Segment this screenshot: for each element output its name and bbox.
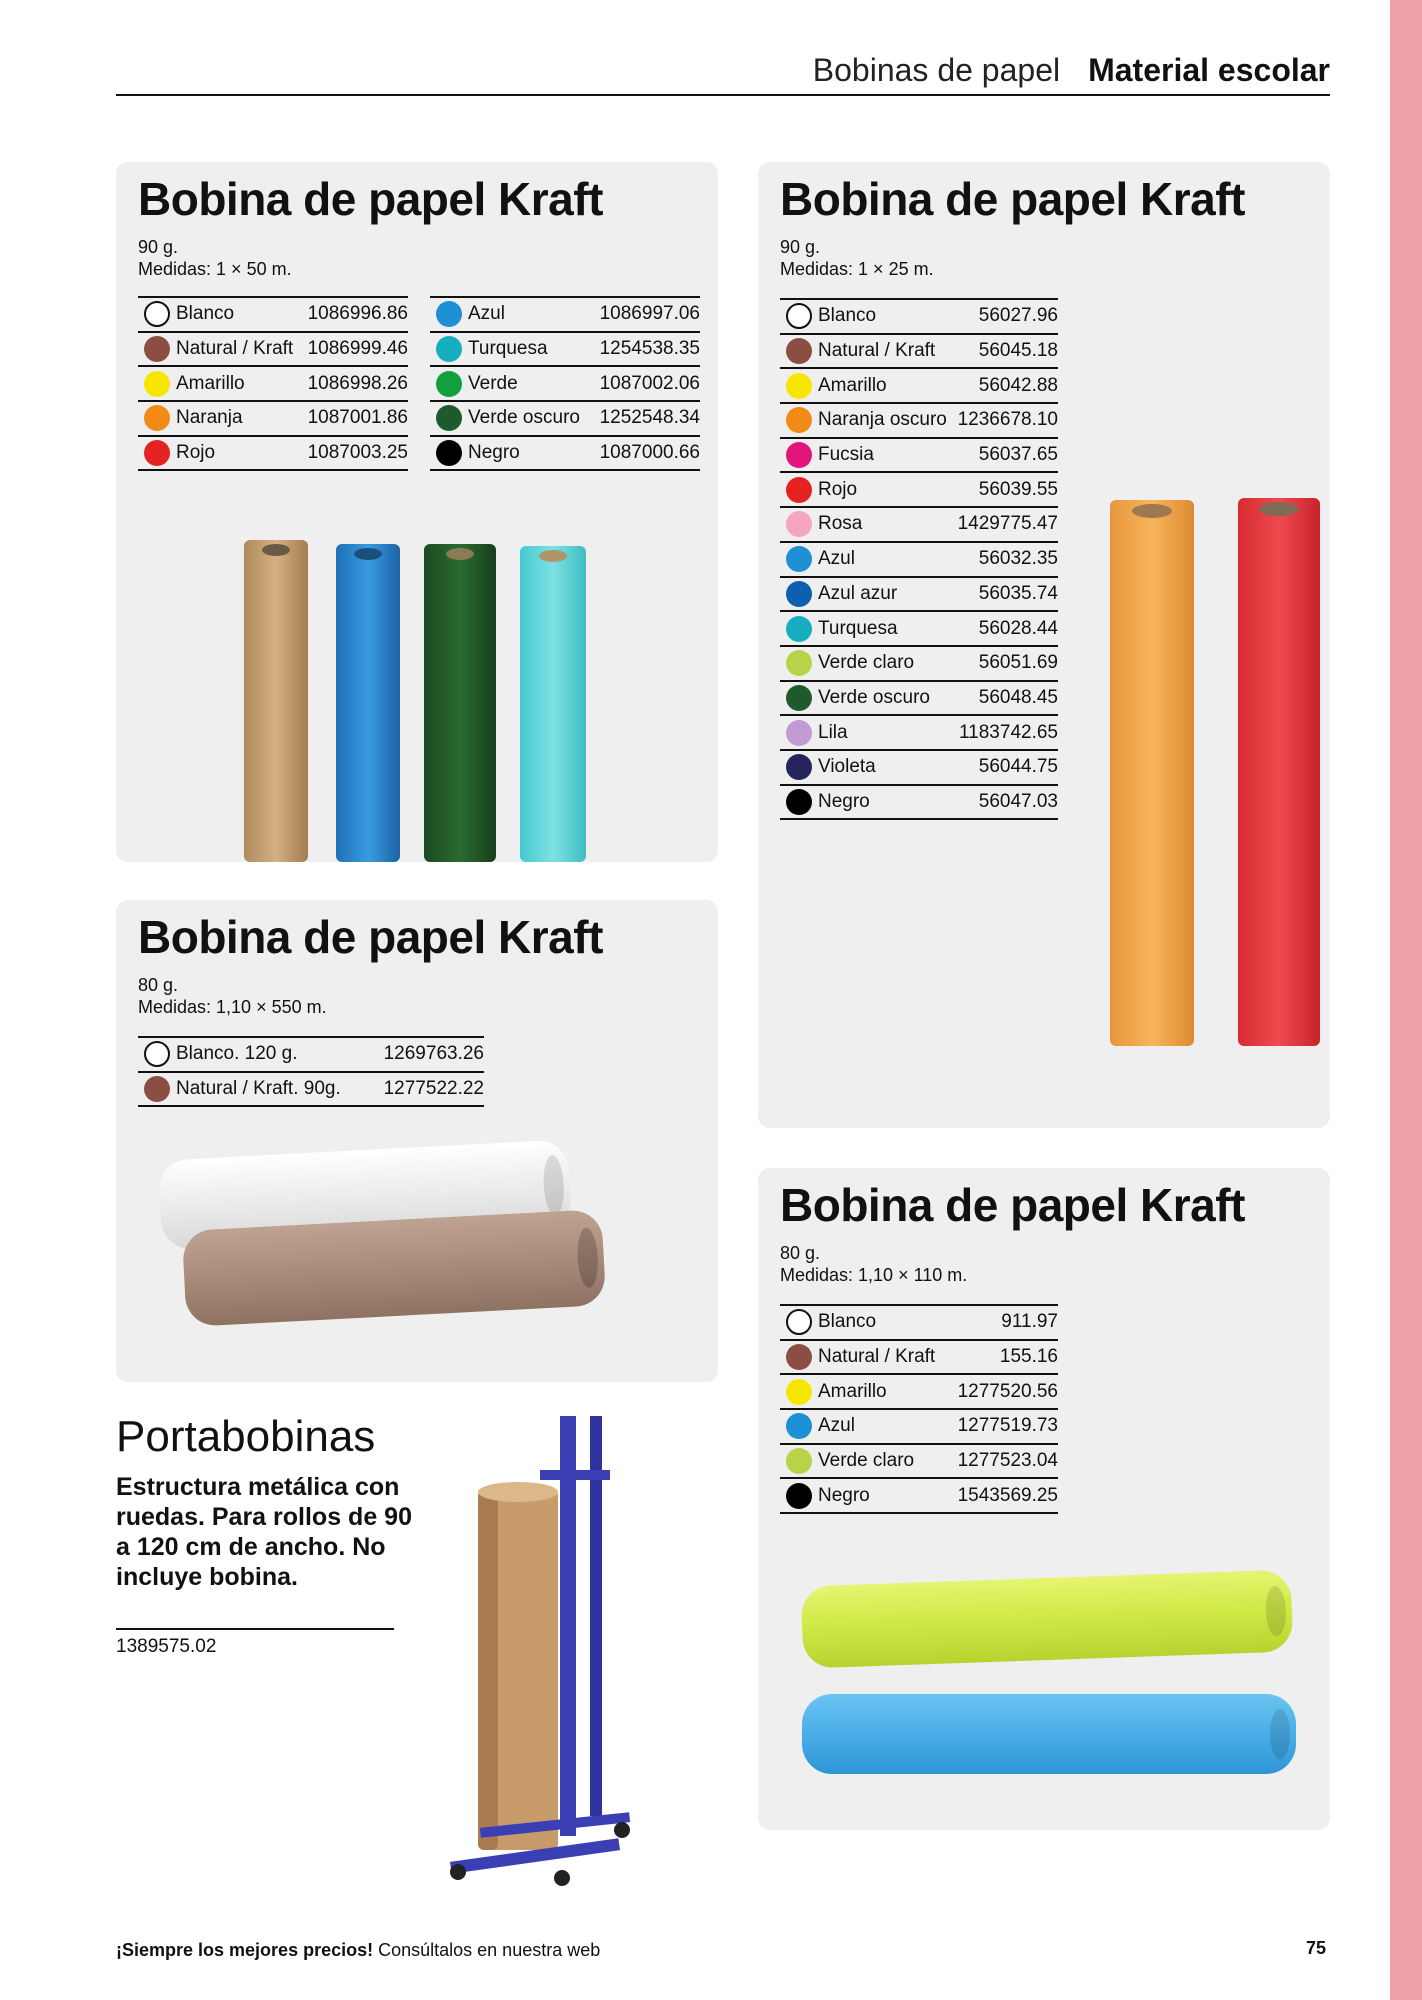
table-row xyxy=(780,508,1058,543)
color-swatch xyxy=(144,371,170,397)
color-name: Turquesa xyxy=(818,617,898,639)
color-name: Negro xyxy=(818,790,870,812)
color-swatch xyxy=(786,1413,812,1439)
product-size: Medidas: 1,10 × 550 m. xyxy=(138,997,327,1017)
color-name: Verde oscuro xyxy=(818,686,930,708)
color-name: Lila xyxy=(818,721,848,743)
product-code: 1252548.34 xyxy=(599,407,700,429)
color-name: Verde xyxy=(468,372,518,394)
product-code: 1277520.56 xyxy=(957,1380,1058,1402)
product-size: Medidas: 1 × 50 m. xyxy=(138,259,292,279)
color-name: Natural / Kraft xyxy=(818,340,936,362)
color-swatch xyxy=(144,405,170,431)
color-code-table xyxy=(780,298,1058,820)
color-name: Blanco xyxy=(818,1311,877,1333)
product-code: 56032.35 xyxy=(978,548,1058,570)
roll-image-lime-horizontal xyxy=(801,1569,1294,1668)
product-code: 1087001.86 xyxy=(307,407,408,429)
kraft-roll-top xyxy=(478,1482,558,1502)
product-code: 56027.96 xyxy=(978,305,1058,327)
color-swatch xyxy=(786,442,812,468)
color-swatch xyxy=(786,477,812,503)
page-header xyxy=(116,52,1330,96)
table-row xyxy=(138,437,408,472)
product-code: 1087002.06 xyxy=(599,372,700,394)
stand-wheel xyxy=(554,1870,570,1886)
table-row xyxy=(780,1375,1058,1410)
product-card-kraft-50m xyxy=(116,162,718,862)
color-name: Blanco xyxy=(176,303,235,325)
color-swatch xyxy=(436,405,462,431)
roll-image-kraft-horizontal xyxy=(182,1209,606,1327)
color-name: Blanco xyxy=(818,305,877,327)
product-title: Bobina de papel Kraft xyxy=(138,911,603,963)
color-swatch xyxy=(144,301,170,327)
color-swatch xyxy=(436,371,462,397)
color-swatch xyxy=(786,581,812,607)
color-swatch xyxy=(786,685,812,711)
portabobinas-code: 1389575.02 xyxy=(116,1636,217,1657)
roll-image-dark-green xyxy=(424,544,496,862)
product-code: 155.16 xyxy=(999,1346,1058,1368)
color-name: Verde claro xyxy=(818,652,915,674)
product-code: 1086999.46 xyxy=(307,338,408,360)
section-side-tab xyxy=(1390,0,1422,2000)
color-name: Natural / Kraft. 90g. xyxy=(176,1078,341,1100)
product-card-kraft-550m xyxy=(116,900,718,1382)
product-code: 56028.44 xyxy=(978,617,1058,639)
product-code: 56035.74 xyxy=(978,582,1058,604)
color-swatch xyxy=(144,1041,170,1067)
product-code: 1087000.66 xyxy=(599,442,700,464)
product-card-kraft-110m xyxy=(758,1168,1330,1830)
page-number: 75 xyxy=(1306,1938,1327,1958)
footer-note xyxy=(116,1940,600,1961)
color-swatch xyxy=(144,440,170,466)
color-swatch xyxy=(436,301,462,327)
roll-image-turquoise xyxy=(520,546,586,862)
color-swatch xyxy=(786,1344,812,1370)
roll-image-blue-horizontal xyxy=(802,1694,1296,1774)
color-swatch xyxy=(786,1379,812,1405)
table-row xyxy=(138,298,408,333)
table-row xyxy=(780,300,1058,335)
color-swatch xyxy=(786,373,812,399)
product-code: 1183742.65 xyxy=(959,721,1058,743)
table-row xyxy=(780,335,1058,370)
color-name: Rosa xyxy=(818,513,863,535)
product-title: Bobina de papel Kraft xyxy=(138,173,603,225)
color-name: Azul xyxy=(468,303,505,325)
table-row xyxy=(780,647,1058,682)
product-size: Medidas: 1 × 25 m. xyxy=(780,259,934,279)
color-code-table-right xyxy=(430,296,700,471)
roll-image-orange xyxy=(1110,500,1194,1046)
product-code: 1277523.04 xyxy=(957,1450,1058,1472)
color-swatch xyxy=(786,789,812,815)
table-row xyxy=(780,1445,1058,1480)
color-code-table xyxy=(780,1304,1058,1514)
color-name: Naranja xyxy=(176,407,243,429)
color-swatch xyxy=(436,336,462,362)
product-code: 911.97 xyxy=(1001,1311,1058,1333)
color-swatch xyxy=(786,1448,812,1474)
color-name: Blanco. 120 g. xyxy=(176,1043,298,1065)
table-row xyxy=(780,543,1058,578)
table-row xyxy=(780,682,1058,717)
table-row xyxy=(780,786,1058,821)
color-name: Verde claro xyxy=(818,1450,915,1472)
portabobinas-title: Portabobinas xyxy=(116,1412,376,1461)
color-code-table xyxy=(138,1036,484,1107)
product-code: 56039.55 xyxy=(978,478,1058,500)
color-name: Azul xyxy=(818,1415,855,1437)
color-name: Rojo xyxy=(176,442,216,464)
table-row xyxy=(780,578,1058,613)
color-name: Turquesa xyxy=(468,338,548,360)
color-name: Naranja oscuro xyxy=(818,409,947,431)
color-swatch xyxy=(144,336,170,362)
color-swatch xyxy=(144,1076,170,1102)
table-row xyxy=(780,439,1058,474)
color-name: Negro xyxy=(818,1484,870,1506)
color-name: Rojo xyxy=(818,478,858,500)
roll-image-blue xyxy=(336,544,400,862)
product-code: 1086998.26 xyxy=(307,372,408,394)
table-row xyxy=(780,1341,1058,1376)
product-code: 56045.18 xyxy=(978,340,1058,362)
table-row xyxy=(138,402,408,437)
kraft-roll-shade xyxy=(478,1490,498,1850)
color-swatch xyxy=(786,511,812,537)
color-name: Natural / Kraft xyxy=(818,1346,936,1368)
product-code: 1543569.25 xyxy=(957,1484,1058,1506)
stand-wheel xyxy=(614,1822,630,1838)
product-weight: 90 g. xyxy=(138,237,179,257)
color-name: Amarillo xyxy=(818,374,887,396)
product-code: 1254538.35 xyxy=(599,338,700,360)
table-row xyxy=(430,298,700,333)
table-row xyxy=(780,473,1058,508)
product-size: Medidas: 1,10 × 110 m. xyxy=(780,1265,968,1285)
table-row xyxy=(430,333,700,368)
roll-image-kraft xyxy=(244,540,308,862)
product-code: 1236678.10 xyxy=(957,409,1058,431)
table-row xyxy=(138,333,408,368)
color-swatch xyxy=(786,1309,812,1335)
product-weight: 80 g. xyxy=(138,975,179,995)
table-row xyxy=(780,716,1058,751)
color-swatch xyxy=(786,650,812,676)
table-row xyxy=(780,1479,1058,1514)
product-code: 56037.65 xyxy=(978,444,1058,466)
portabobinas-description: Estructura metálica con ruedas. Para rollos de 90 a 120 cm de ancho. No incluye bobina. xyxy=(116,1473,412,1591)
roll-image-red xyxy=(1238,498,1320,1046)
color-swatch xyxy=(786,754,812,780)
color-name: Natural / Kraft xyxy=(176,338,294,360)
table-row xyxy=(780,404,1058,439)
product-code: 56042.88 xyxy=(978,374,1058,396)
color-name: Amarillo xyxy=(176,372,245,394)
product-code: 1086996.86 xyxy=(307,303,408,325)
header-section: Bobinas de papel xyxy=(812,52,1061,88)
color-name: Amarillo xyxy=(818,1380,887,1402)
table-row xyxy=(138,1038,484,1073)
product-code: 56044.75 xyxy=(978,756,1058,778)
color-name: Fucsia xyxy=(818,444,874,466)
table-row xyxy=(430,437,700,472)
header-category: Material escolar xyxy=(1088,52,1330,88)
color-swatch xyxy=(786,1483,812,1509)
color-swatch xyxy=(786,338,812,364)
product-code: 56048.45 xyxy=(978,686,1058,708)
color-swatch xyxy=(786,720,812,746)
product-title: Bobina de papel Kraft xyxy=(780,173,1245,225)
product-code: 1277519.73 xyxy=(957,1415,1058,1437)
stand-top-bar xyxy=(540,1470,610,1480)
table-row xyxy=(780,612,1058,647)
product-code: 1429775.47 xyxy=(957,513,1058,535)
product-code: 1269763.26 xyxy=(383,1043,484,1065)
product-code: 1086997.06 xyxy=(599,303,700,325)
color-name: Azul azur xyxy=(818,582,898,604)
color-name: Verde oscuro xyxy=(468,407,580,429)
product-title: Bobina de papel Kraft xyxy=(780,1179,1245,1231)
color-swatch xyxy=(786,407,812,433)
product-code: 56047.03 xyxy=(978,790,1058,812)
table-row xyxy=(430,402,700,437)
product-card-kraft-25m xyxy=(758,162,1330,1128)
table-row xyxy=(430,367,700,402)
portabobinas-stand-image xyxy=(440,1410,660,1900)
table-row xyxy=(780,369,1058,404)
color-swatch xyxy=(786,303,812,329)
table-row xyxy=(780,751,1058,786)
table-row xyxy=(780,1410,1058,1445)
footer-text: Consúltalos en nuestra web xyxy=(373,1940,601,1960)
table-row xyxy=(780,1306,1058,1341)
color-code-table-left xyxy=(138,296,408,471)
product-weight: 80 g. xyxy=(780,1243,821,1263)
product-weight: 90 g. xyxy=(780,237,821,257)
stand-wheel xyxy=(450,1864,466,1880)
color-swatch xyxy=(786,546,812,572)
table-row xyxy=(138,1073,484,1108)
color-name: Negro xyxy=(468,442,520,464)
table-row xyxy=(138,367,408,402)
footer-bold: ¡Siempre los mejores precios! xyxy=(116,1940,374,1960)
product-code: 56051.69 xyxy=(978,652,1058,674)
color-name: Violeta xyxy=(818,756,876,778)
color-swatch xyxy=(436,440,462,466)
product-code: 1087003.25 xyxy=(307,442,408,464)
color-swatch xyxy=(786,616,812,642)
color-name: Azul xyxy=(818,548,855,570)
portabobinas-divider xyxy=(116,1628,394,1630)
product-code: 1277522.22 xyxy=(383,1078,484,1100)
